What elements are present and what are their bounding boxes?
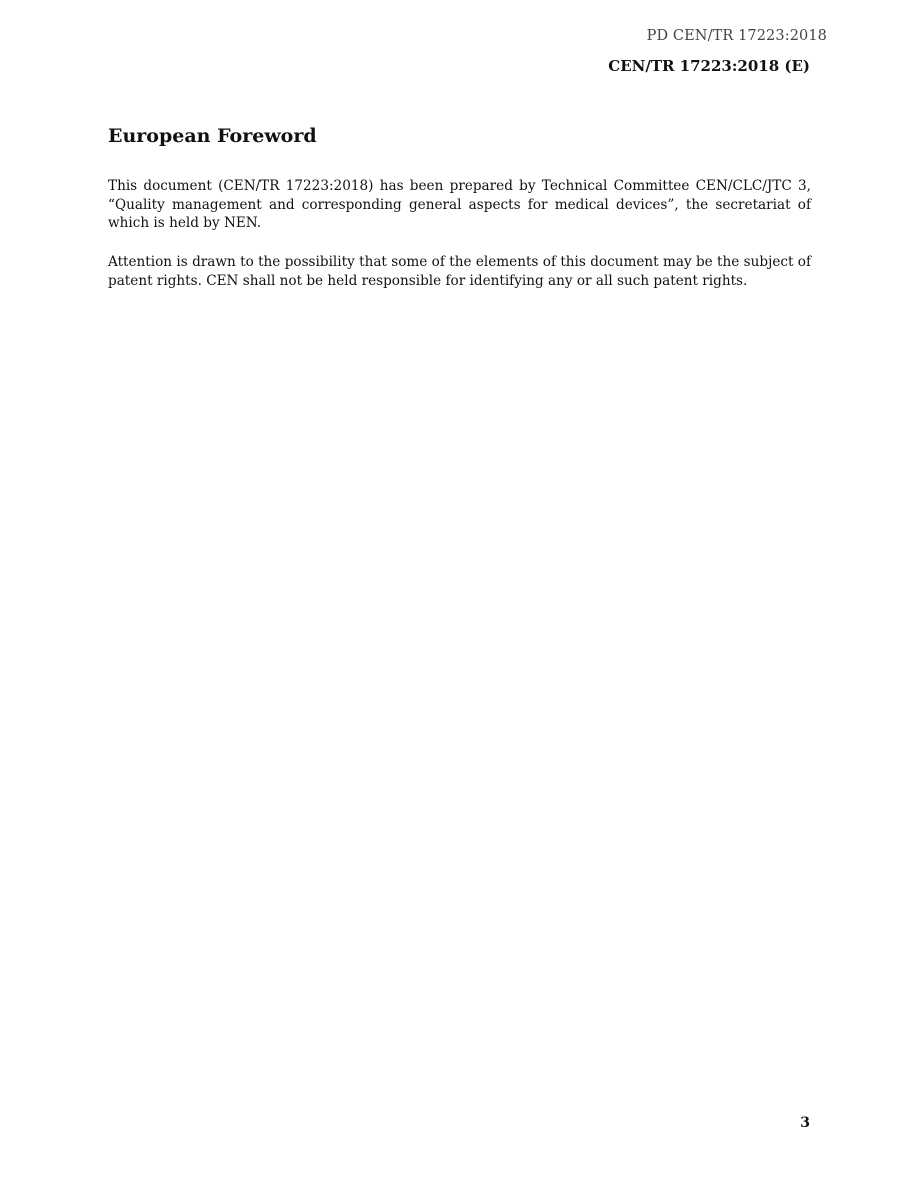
publication-identifier: PD CEN/TR 17223:2018 <box>646 28 827 44</box>
foreword-paragraph-committee: This document (CEN/TR 17223:2018) has been prepared by Technical Committee CEN/CLC/JTC 3, “Quality management and corresponding general aspects for medical devices”, the secretariat of which is held by NEN. <box>108 178 811 231</box>
section-title: European Foreword <box>108 125 317 147</box>
standard-identifier: CEN/TR 17223:2018 (E) <box>608 57 810 75</box>
foreword-paragraph-patent-notice: Attention is drawn to the possibility that some of the elements of this document may be the subject of patent rights. CEN shall not be held responsible for identifying any or all such patent rights. <box>108 254 811 289</box>
page-number: 3 <box>800 1115 810 1131</box>
